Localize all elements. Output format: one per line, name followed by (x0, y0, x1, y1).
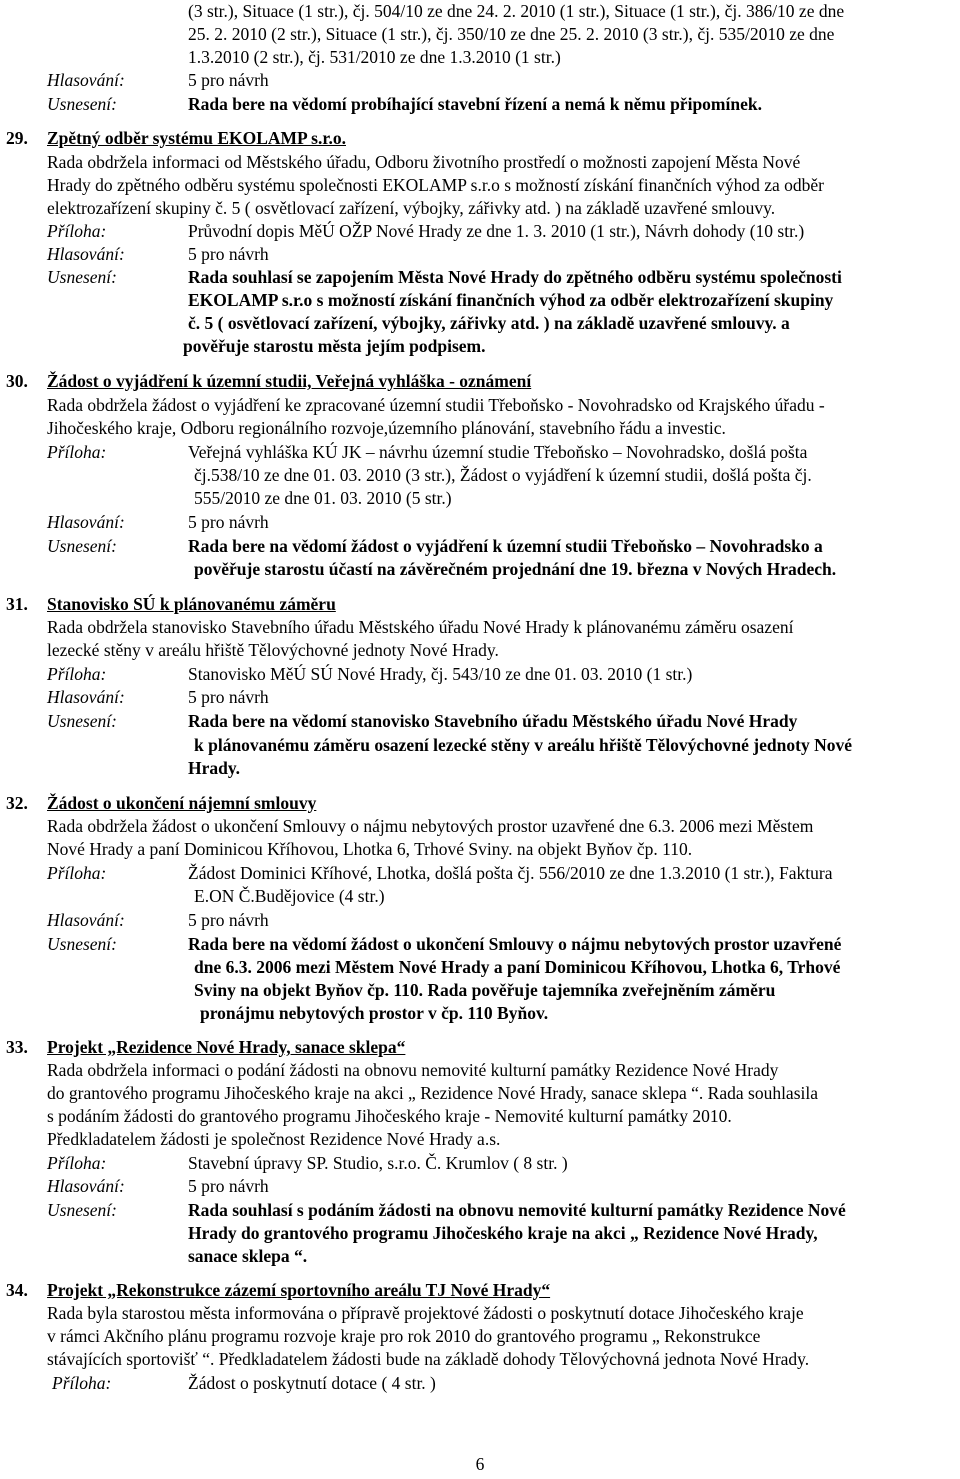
resolution-text: Rada bere na vědomí probíhající stavební řízení a nemá k němu připomínek. (188, 94, 762, 114)
resolution-text: Hrady do grantového programu Jihočeského kraje na akci „ Rezidence Nové Hrady, (188, 1223, 818, 1243)
intro-line: (3 str.), Situace (1 str.), čj. 504/10 ze dne 24. 2. 2010 (1 str.), Situace (1 str.), čj. 386/10 ze dne (188, 1, 845, 21)
resolution-label: Usnesení: (47, 267, 117, 287)
section-text: stávajících sportovišť “. Předkladatelem žádosti bude na základě dohody Tělovýchovná jednota Nové Hrady. (47, 1349, 810, 1369)
section-text: s podáním žádosti do grantového programu Jihočeského kraje - Nemovité kulturní památky 2010. (47, 1106, 732, 1126)
section-text: Rada obdržela informaci o podání žádosti na obnovu nemovité kulturní památky Rezidence Nové Hrady (47, 1060, 779, 1080)
section-number: 33. (6, 1037, 28, 1057)
section-text: Nové Hrady a paní Dominicou Kříhovou, Lhotka 6, Trhové Sviny. na objekt Byňov čp. 110. (47, 839, 693, 859)
resolution-label: Usnesení: (47, 536, 117, 556)
section-text: Hrady do zpětného odběru systému společnosti EKOLAMP s.r.o s možností získání finančních výhod za odběr (47, 175, 824, 195)
section-text: lezecké stěny v areálu hřiště Tělovýchovné jednoty Nové Hrady. (47, 640, 499, 660)
intro-line: 1.3.2010 (2 str.), čj. 531/2010 ze dne 1.3.2010 (1 str.) (188, 47, 561, 67)
vote-label: Hlasování: (47, 244, 125, 264)
section-text: Rada byla starostou města informována o přípravě projektové žádosti o poskytnutí dotace Jihočeského kraje (47, 1303, 804, 1323)
attachment-label: Příloha: (47, 1153, 107, 1173)
resolution-text: pověřuje starostu města jejím podpisem. (183, 336, 486, 356)
resolution-label: Usnesení: (47, 1200, 117, 1220)
resolution-text: EKOLAMP s.r.o s možností získání finančních výhod za odběr elektrozařízení skupiny (188, 290, 834, 310)
section-text: do grantového programu Jihočeského kraje na akci „ Rezidence Nové Hrady, sanace sklepa “. Rada souhlasila (47, 1083, 818, 1103)
section-text: Rada obdržela žádost o vyjádření ke zpracované územní studii Třeboňsko - Novohradsko od Krajského úřadu - (47, 395, 825, 415)
vote-value: 5 pro návrh (188, 910, 269, 930)
attachment-label: Příloha: (52, 1373, 112, 1393)
resolution-text: Rada bere na vědomí žádost o vyjádření k územní studii Třeboňsko – Novohradsko a (188, 536, 823, 556)
vote-value: 5 pro návrh (188, 512, 269, 532)
section-text: Rada obdržela žádost o ukončení Smlouvy o nájmu nebytových prostor uzavřené dne 6.3. 2006 mezi Městem (47, 816, 814, 836)
section-text: Předkladatelem žádosti je společnost Rezidence Nové Hrady a.s. (47, 1129, 501, 1149)
vote-value: 5 pro návrh (188, 244, 269, 264)
resolution-text: sanace sklepa “. (188, 1246, 308, 1266)
attachment-label: Příloha: (47, 221, 107, 241)
resolution-label: Usnesení: (47, 934, 117, 954)
vote-label: Hlasování: (47, 512, 125, 532)
vote-label: Hlasování: (47, 70, 125, 90)
attachment-text: E.ON Č.Budějovice (4 str.) (194, 886, 385, 906)
resolution-text: k plánovanému záměru osazení lezecké stěny v areálu hřiště Tělovýchovné jednoty Nové (194, 735, 852, 755)
section-text: Jihočeského kraje, Odboru regionálního rozvoje,územního plánování, stavebního řádu a investic. (47, 418, 726, 438)
section-number: 34. (6, 1280, 28, 1300)
section-title: Projekt „Rezidence Nové Hrady, sanace sklepa“ (47, 1037, 406, 1057)
section-number: 29. (6, 128, 28, 148)
attachment-text: Veřejná vyhláška KÚ JK – návrhu územní studie Třeboňsko – Novohradsko, došlá pošta (188, 442, 808, 462)
resolution-text: č. 5 ( osvětlovací zařízení, výbojky, zářivky atd. ) na základě uzavřené smlouvy. a (188, 313, 790, 333)
section-title: Projekt „Rekonstrukce zázemí sportovního areálu TJ Nové Hrady“ (47, 1280, 551, 1300)
section-text: Rada obdržela stanovisko Stavebního úřadu Městského úřadu Nové Hrady k plánovanému záměru osazení (47, 617, 794, 637)
intro-line: 25. 2. 2010 (2 str.), Situace (1 str.), čj. 350/10 ze dne 25. 2. 2010 (3 str.), čj. 535/2010 ze dne (188, 24, 835, 44)
resolution-label: Usnesení: (47, 94, 117, 114)
section-number: 30. (6, 371, 28, 391)
attachment-text: 555/2010 ze dne 01. 03. 2010 (5 str.) (194, 488, 452, 508)
resolution-text: Rada bere na vědomí stanovisko Stavebního úřadu Městského úřadu Nové Hrady (188, 711, 798, 731)
section-title: Zpětný odběr systému EKOLAMP s.r.o. (47, 128, 346, 148)
section-number: 32. (6, 793, 28, 813)
attachment-label: Příloha: (47, 863, 107, 883)
resolution-text: Rada bere na vědomí žádost o ukončení Smlouvy o nájmu nebytových prostor uzavřené (188, 934, 842, 954)
attachment-label: Příloha: (47, 442, 107, 462)
section-text: elektrozařízení skupiny č. 5 ( osvětlovací zařízení, výbojky, zářivky atd. ) na základě uzavřené smlouvy. (47, 198, 776, 218)
attachment-text: Průvodní dopis MěÚ OŽP Nové Hrady ze dne 1. 3. 2010 (1 str.), Návrh dohody (10 str.) (188, 221, 805, 241)
section-text: v rámci Akčního plánu programu rozvoje kraje pro rok 2010 do grantového programu „ Rekonstrukce (47, 1326, 761, 1346)
section-text: Rada obdržela informaci od Městského úřadu, Odboru životního prostředí o možnosti zapojení Města Nové (47, 152, 801, 172)
attachment-text: Stanovisko MěÚ SÚ Nové Hrady, čj. 543/10 ze dne 01. 03. 2010 (1 str.) (188, 664, 693, 684)
resolution-text: Rada souhlasí s podáním žádosti na obnovu nemovité kulturní památky Rezidence Nové (188, 1200, 846, 1220)
vote-label: Hlasování: (47, 687, 125, 707)
resolution-text: dne 6.3. 2006 mezi Městem Nové Hrady a paní Dominicou Kříhovou, Lhotka 6, Trhové (194, 957, 841, 977)
section-title: Žádost o vyjádření k územní studii, Veřejná vyhláška - oznámení (47, 371, 532, 391)
resolution-text: Sviny na objekt Byňov čp. 110. Rada pověřuje tajemníka zveřejněním záměru (194, 980, 776, 1000)
section-title: Stanovisko SÚ k plánovanému záměru (47, 594, 336, 614)
attachment-label: Příloha: (47, 664, 107, 684)
vote-value: 5 pro návrh (188, 687, 269, 707)
attachment-text: čj.538/10 ze dne 01. 03. 2010 (3 str.), Žádost o vyjádření k územní studii, došlá pošta čj. (194, 465, 812, 485)
attachment-text: Stavební úpravy SP. Studio, s.r.o. Č. Krumlov ( 8 str. ) (188, 1153, 568, 1173)
page-number: 6 (475, 1454, 485, 1474)
resolution-text: pověřuje starostu účastí na závěrečném projednání dne 19. března v Nových Hradech. (194, 559, 837, 579)
resolution-label: Usnesení: (47, 711, 117, 731)
attachment-text: Žádost Dominici Kříhové, Lhotka, došlá pošta čj. 556/2010 ze dne 1.3.2010 (1 str.), Faktura (188, 863, 833, 883)
attachment-text: Žádost o poskytnutí dotace ( 4 str. ) (188, 1373, 436, 1393)
vote-value: 5 pro návrh (188, 1176, 269, 1196)
resolution-text: pronájmu nebytových prostor v čp. 110 Byňov. (200, 1003, 549, 1023)
vote-label: Hlasování: (47, 910, 125, 930)
resolution-text: Hrady. (188, 758, 241, 778)
vote-value: 5 pro návrh (188, 70, 269, 90)
section-title: Žádost o ukončení nájemní smlouvy (47, 793, 317, 813)
section-number: 31. (6, 594, 28, 614)
vote-label: Hlasování: (47, 1176, 125, 1196)
resolution-text: Rada souhlasí se zapojením Města Nové Hrady do zpětného odběru systému společnosti (188, 267, 842, 287)
